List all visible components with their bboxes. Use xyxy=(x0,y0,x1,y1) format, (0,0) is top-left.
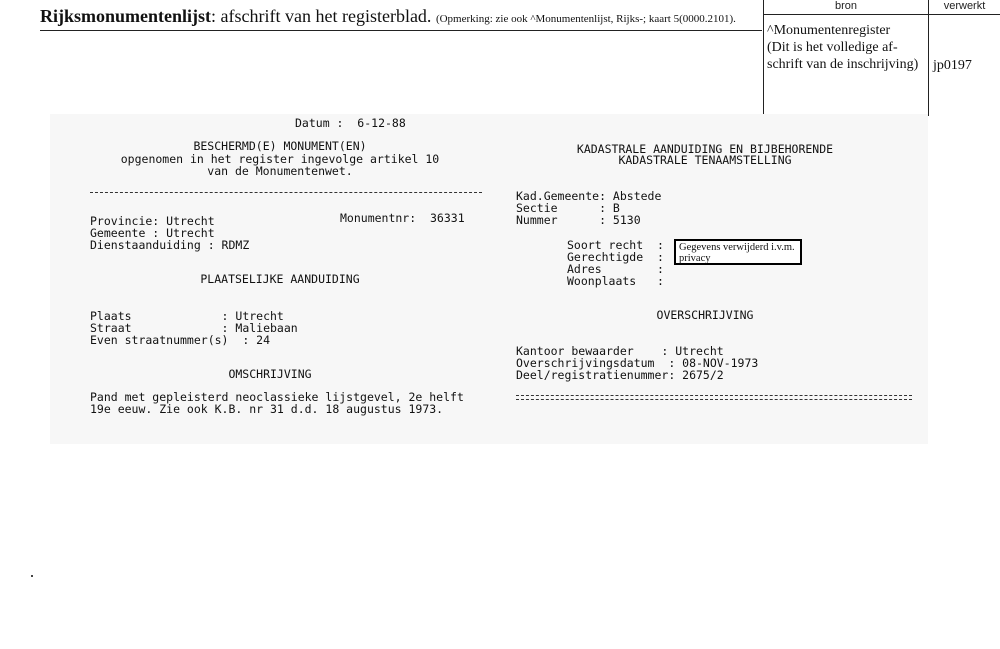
plaats-field: Plaats : Utrecht xyxy=(90,309,284,323)
column-header-rule xyxy=(763,14,1000,15)
right-double-dashed-rule xyxy=(516,395,912,400)
nummer-field: Nummer : 5130 xyxy=(516,213,641,227)
dienstaanduiding-field: Dienstaanduiding : RDMZ xyxy=(90,238,250,252)
verwerkt-value: jp0197 xyxy=(933,58,972,73)
gerechtigde-label: Gerechtigde : xyxy=(567,250,664,264)
omschrijving-line-1: Pand met gepleisterd neoclassieke lijstgevel, 2e helft xyxy=(90,390,464,404)
plaatselijke-aanduiding-heading: PLAATSELIJKE AANDUIDING xyxy=(200,272,360,286)
bron-label: bron xyxy=(834,0,858,12)
bron-line-1: ^Monumentenregister xyxy=(767,23,891,38)
right-heading-1: KADASTRALE AANDUIDING EN BIJBEHORENDE xyxy=(576,142,834,156)
even-straatnummers-field: Even straatnummer(s) : 24 xyxy=(90,333,271,347)
provincie-field: Provincie: Utrecht xyxy=(90,214,215,228)
woonplaats-label: Woonplaats : xyxy=(567,274,664,288)
omschrijving-line-2: 19e eeuw. Zie ook K.B. nr 31 d.d. 18 augustus 1973. xyxy=(90,402,444,416)
left-heading-3: van de Monumentenwet. xyxy=(207,164,353,178)
omschrijving-heading: OMSCHRIJVING xyxy=(228,367,312,381)
kad-gemeente-field: Kad.Gemeente: Abstede xyxy=(516,189,662,203)
bron-left-border xyxy=(763,0,764,116)
kantoor-bewaarder-field: Kantoor bewaarder : Utrecht xyxy=(516,344,724,358)
bron-text xyxy=(767,22,929,73)
title-bold: Rijksmonumentenlijst xyxy=(40,6,212,26)
deel-registratienummer-field: Deel/registratienummer: 2675/2 xyxy=(516,368,724,382)
bron-line-3: schrift van de inschrijving) xyxy=(767,57,919,72)
monumentnr-field: Monumentnr: 36331 xyxy=(340,211,465,225)
title-rest: : afschrift van het registerblad. xyxy=(211,6,432,26)
soort-recht-label: Soort recht : xyxy=(567,238,664,252)
straat-field: Straat : Maliebaan xyxy=(90,321,298,335)
right-heading-2: KADASTRALE TENAAMSTELLING xyxy=(618,153,792,167)
adres-label: Adres : xyxy=(567,262,664,276)
left-heading-1: BESCHERMD(E) MONUMENT(EN) xyxy=(193,139,367,153)
privacy-redaction-box: Gegevens verwijderd i.v.m. privacy xyxy=(674,239,802,265)
gemeente-field: Gemeente : Utrecht xyxy=(90,226,215,240)
title-note: (Opmerking: zie ook ^Monumentenlijst, Rijks-; kaart 5(0000.2101). xyxy=(435,13,736,25)
sectie-field: Sectie : B xyxy=(516,201,620,215)
document-title xyxy=(40,6,760,27)
card-datum: Datum : 6-12-88 xyxy=(295,116,406,130)
overschrijvingsdatum-field: Overschrijvingsdatum : 08-NOV-1973 xyxy=(516,356,759,370)
scan-speck xyxy=(31,575,33,577)
overschrijving-heading: OVERSCHRIJVING xyxy=(656,308,754,322)
left-heading-2: opgenomen in het register ingevolge artikel 10 xyxy=(120,152,440,166)
left-dashed-rule xyxy=(90,192,482,193)
bron-line-2: (Dit is het volledige af- xyxy=(767,40,898,55)
verwerkt-label: verwerkt xyxy=(943,0,986,12)
header-rule xyxy=(40,30,762,31)
